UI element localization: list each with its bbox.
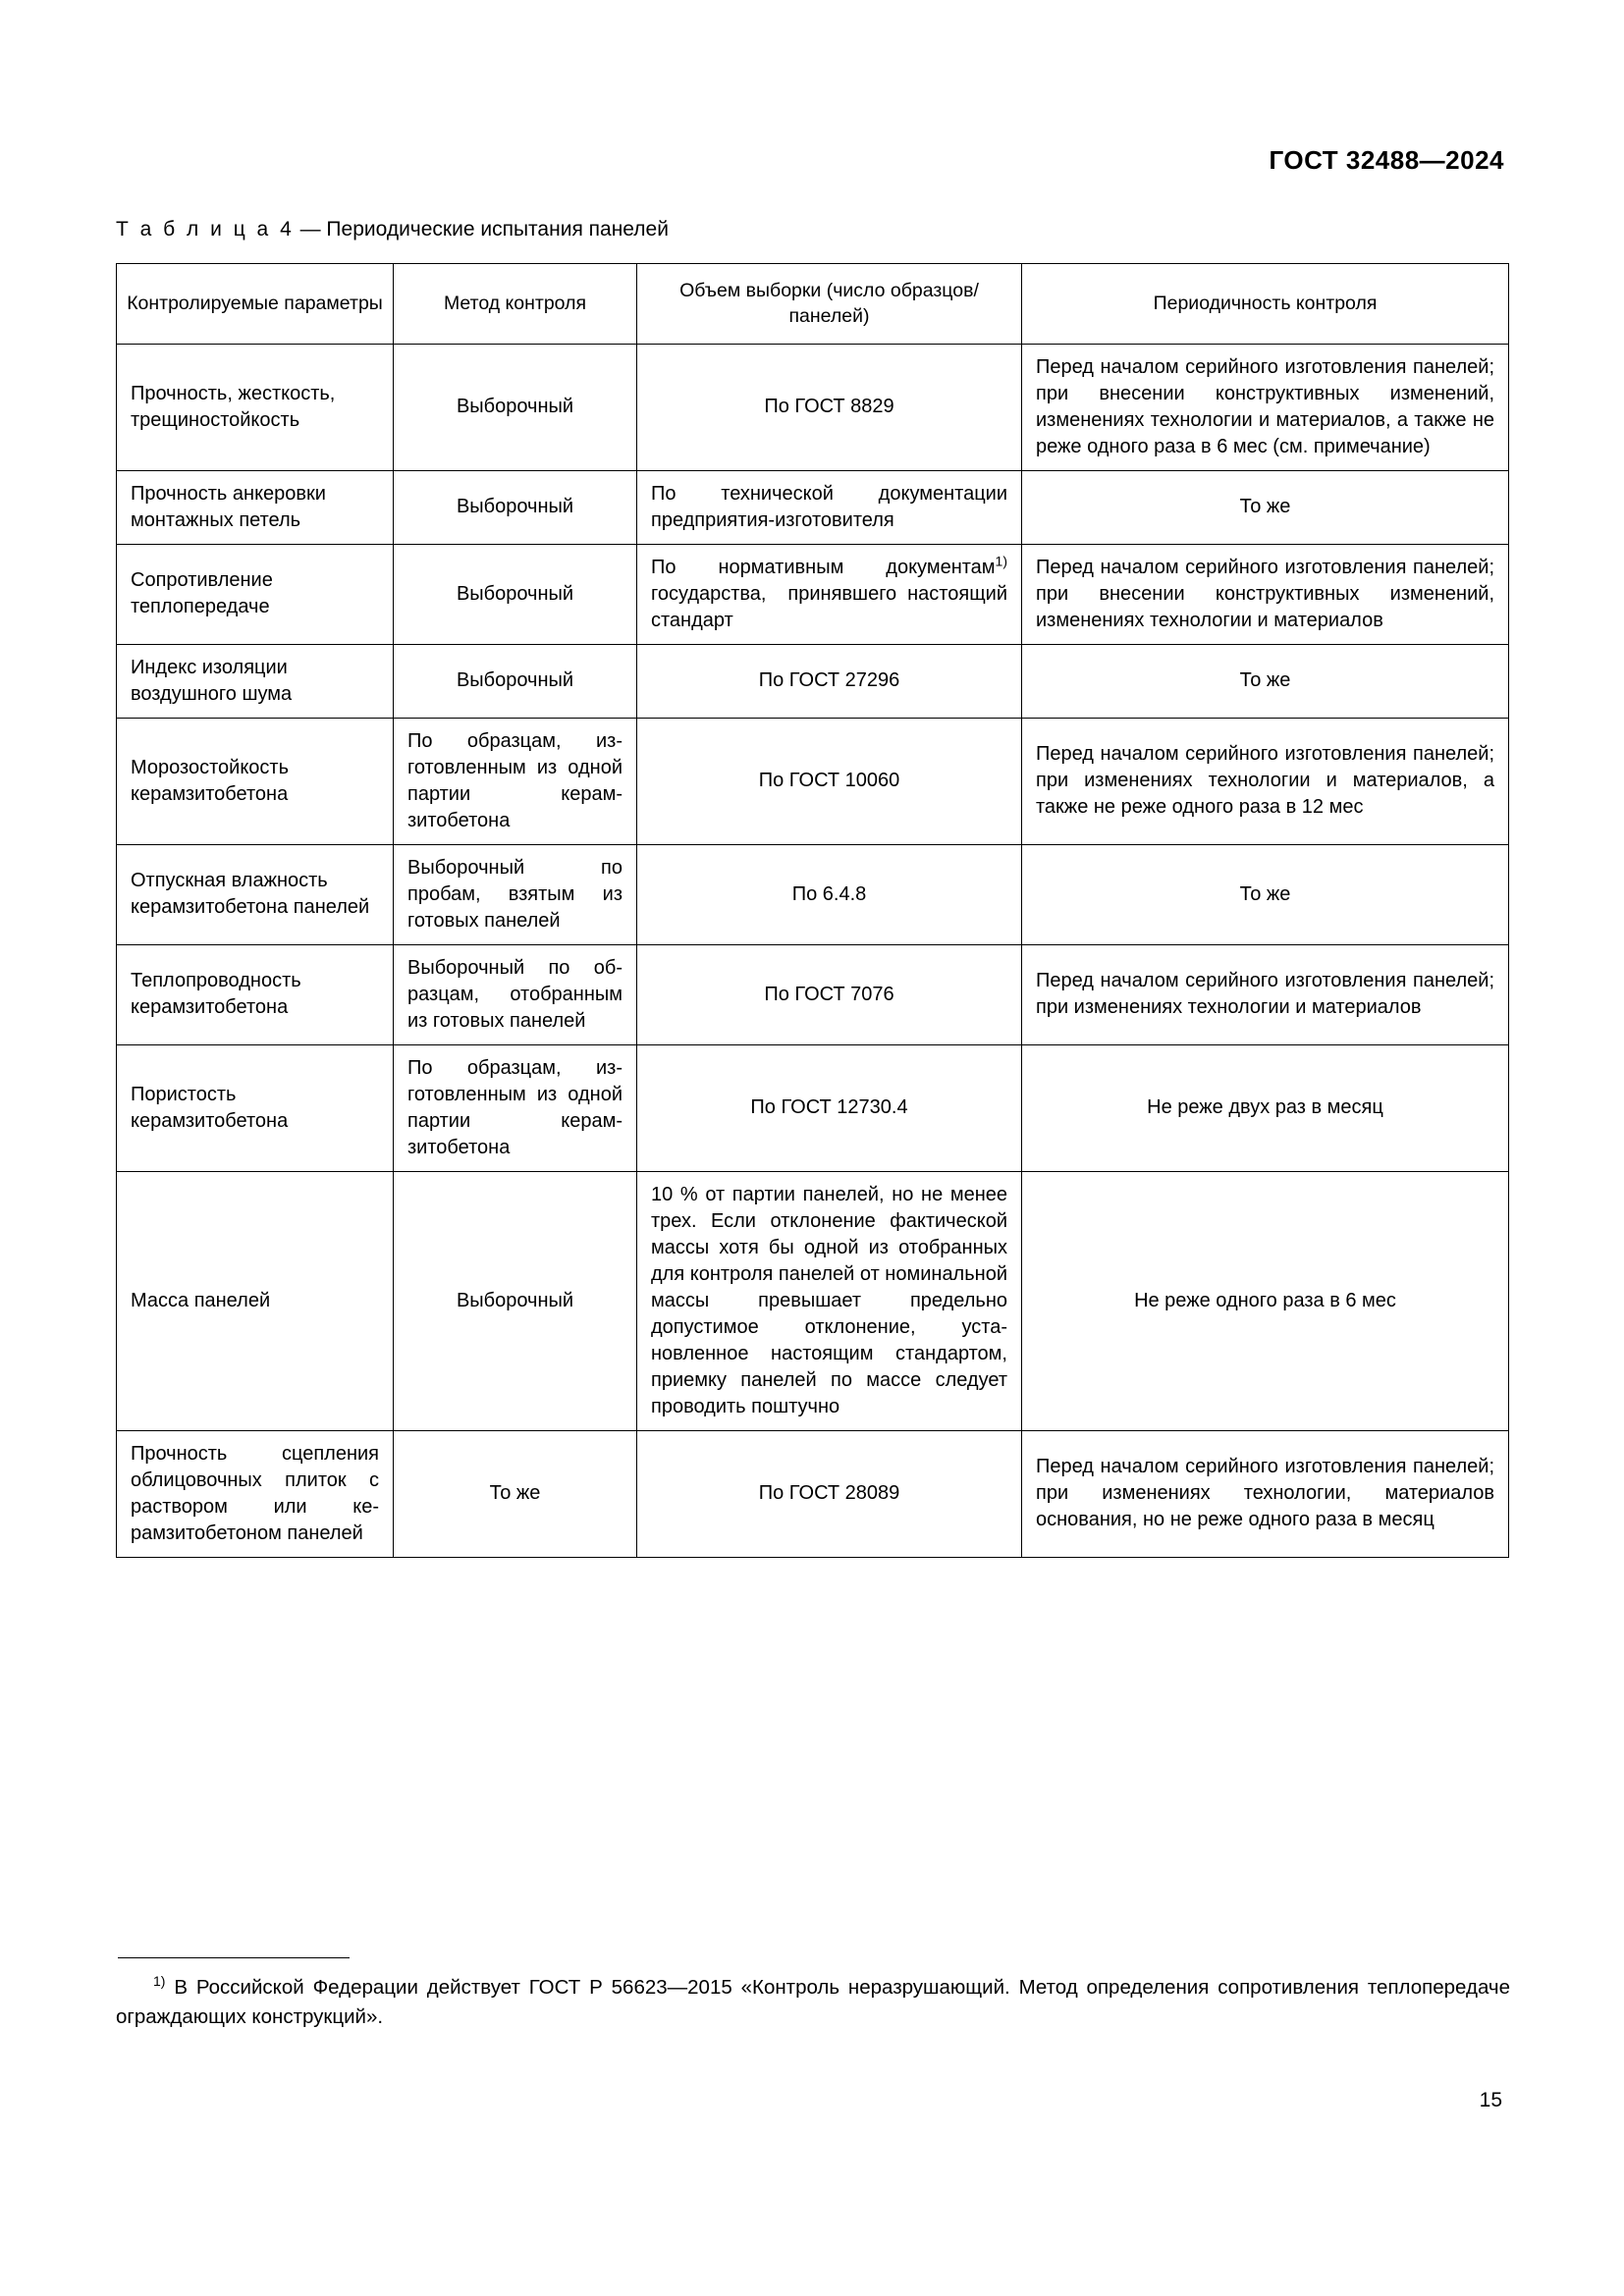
cell-method: Выборочный: [394, 544, 637, 644]
table-row: [117, 644, 1509, 718]
periodic-tests-table: [116, 263, 1509, 1558]
cell-method: Выборочный: [394, 1171, 637, 1430]
cell-method: То же: [394, 1430, 637, 1557]
cell-parameter: Пористость керамзитобетона: [117, 1044, 394, 1171]
cell-parameter: Морозостойкость керамзитобетона: [117, 718, 394, 844]
column-header-method: Метод контроля: [394, 264, 637, 345]
cell-parameter: Прочность анкеровки монтажных петель: [117, 470, 394, 544]
column-header-frequency: Периодичность контроля: [1022, 264, 1509, 345]
cell-method: Выборочный: [394, 470, 637, 544]
cell-method: Выборочный: [394, 644, 637, 718]
cell-volume: По 6.4.8: [637, 844, 1022, 944]
column-header-parameters: Контролируемые параметры: [117, 264, 394, 345]
cell-method: Выборочный: [394, 344, 637, 470]
cell-frequency: Перед началом серийного изготовления панелей; при изменениях технологии и материалов, а также не реже одного раза в 12 мес: [1022, 718, 1509, 844]
cell-frequency: То же: [1022, 844, 1509, 944]
cell-frequency: Перед началом серийного изготовления панелей; при внесении конструктивных изменений, изменениях технологии и материалов: [1022, 544, 1509, 644]
cell-method: По образцам, изготовленным из одной партии керамзитобетона: [394, 1044, 637, 1171]
cell-volume: По ГОСТ 27296: [637, 644, 1022, 718]
footnote-divider: [118, 1957, 350, 1958]
column-header-sample-volume: Объем выборки (число образцов/ панелей): [637, 264, 1022, 345]
page-header: ГОСТ 32488—2024: [1269, 145, 1504, 175]
cell-frequency: То же: [1022, 470, 1509, 544]
cell-volume: По ГОСТ 10060: [637, 718, 1022, 844]
cell-volume: По нормативным документам$^{1)}$ государства, принявшего настоящий стандарт: [637, 544, 1022, 644]
table-row: [117, 544, 1509, 644]
footnote: [116, 1973, 1510, 2031]
table-caption-text: — Периодические испытания панелей: [294, 218, 669, 240]
cell-volume: По ГОСТ 8829: [637, 344, 1022, 470]
table-row: [117, 944, 1509, 1044]
cell-parameter: Прочность сцепления облицовочных плиток с раствором или керамзитобетоном панелей: [117, 1430, 394, 1557]
cell-parameter: Отпускная влажность керамзитобетона панелей: [117, 844, 394, 944]
table-row: [117, 1171, 1509, 1430]
cell-volume: По ГОСТ 12730.4: [637, 1044, 1022, 1171]
cell-volume: 10 % от партии панелей, но не менее трех. Если отклонение фактической массы хотя бы одной из отобранных для контроля панелей от номинальной массы превышает предельно допустимое отклонение, установленное настоящим стандартом, приемку панелей по массе следует проводить поштучно: [637, 1171, 1022, 1430]
cell-frequency: Не реже одного раза в 6 мес: [1022, 1171, 1509, 1430]
cell-frequency: Не реже двух раз в месяц: [1022, 1044, 1509, 1171]
table-header-row: [117, 264, 1509, 345]
table-row: [117, 470, 1509, 544]
footnote-number: 1): [153, 1973, 166, 1990]
cell-volume: По ГОСТ 7076: [637, 944, 1022, 1044]
cell-volume: По ГОСТ 28089: [637, 1430, 1022, 1557]
table-row: [117, 844, 1509, 944]
cell-parameter: Теплопроводность керамзитобетона: [117, 944, 394, 1044]
table-row: [117, 1044, 1509, 1171]
cell-frequency: То же: [1022, 644, 1509, 718]
table-caption-label: Т а б л и ц а 4: [116, 218, 295, 240]
table-row: [117, 1430, 1509, 1557]
page-number: 15: [1479, 2089, 1502, 2111]
cell-parameter: Масса панелей: [117, 1171, 394, 1430]
cell-volume: По технической документации предприятия-изготовителя: [637, 470, 1022, 544]
table-row: [117, 718, 1509, 844]
cell-frequency: Перед началом серийного изготовления панелей; при изменениях технологии и материалов: [1022, 944, 1509, 1044]
cell-parameter: Индекс изоляции воздушного шума: [117, 644, 394, 718]
table-caption: [116, 218, 669, 241]
table-row: [117, 344, 1509, 470]
cell-frequency: Перед началом серийного изготовления панелей; при изменениях технологии, материалов основания, но не реже одного раза в месяц: [1022, 1430, 1509, 1557]
cell-method: По образцам, изготовленным из одной партии керамзитобетона: [394, 718, 637, 844]
cell-parameter: Сопротивление теплопередаче: [117, 544, 394, 644]
cell-method: Выборочный по образцам, отобранным из готовых панелей: [394, 944, 637, 1044]
footnote-text: В Российской Федерации действует ГОСТ Р 56623—2015 «Контроль неразрушающий. Метод определения сопротивления теплопередаче ограждающих конструкций».: [116, 1976, 1510, 2028]
cell-parameter: Прочность, жесткость, трещиностойкость: [117, 344, 394, 470]
footnote-marker: 1): [995, 552, 1007, 568]
cell-method: Выборочный по пробам, взятым из готовых панелей: [394, 844, 637, 944]
cell-frequency: Перед началом серийного изготовления панелей; при внесении конструктивных изменений, изменениях технологии и материалов, а также не реже одного раза в 6 мес (см. примечание): [1022, 344, 1509, 470]
